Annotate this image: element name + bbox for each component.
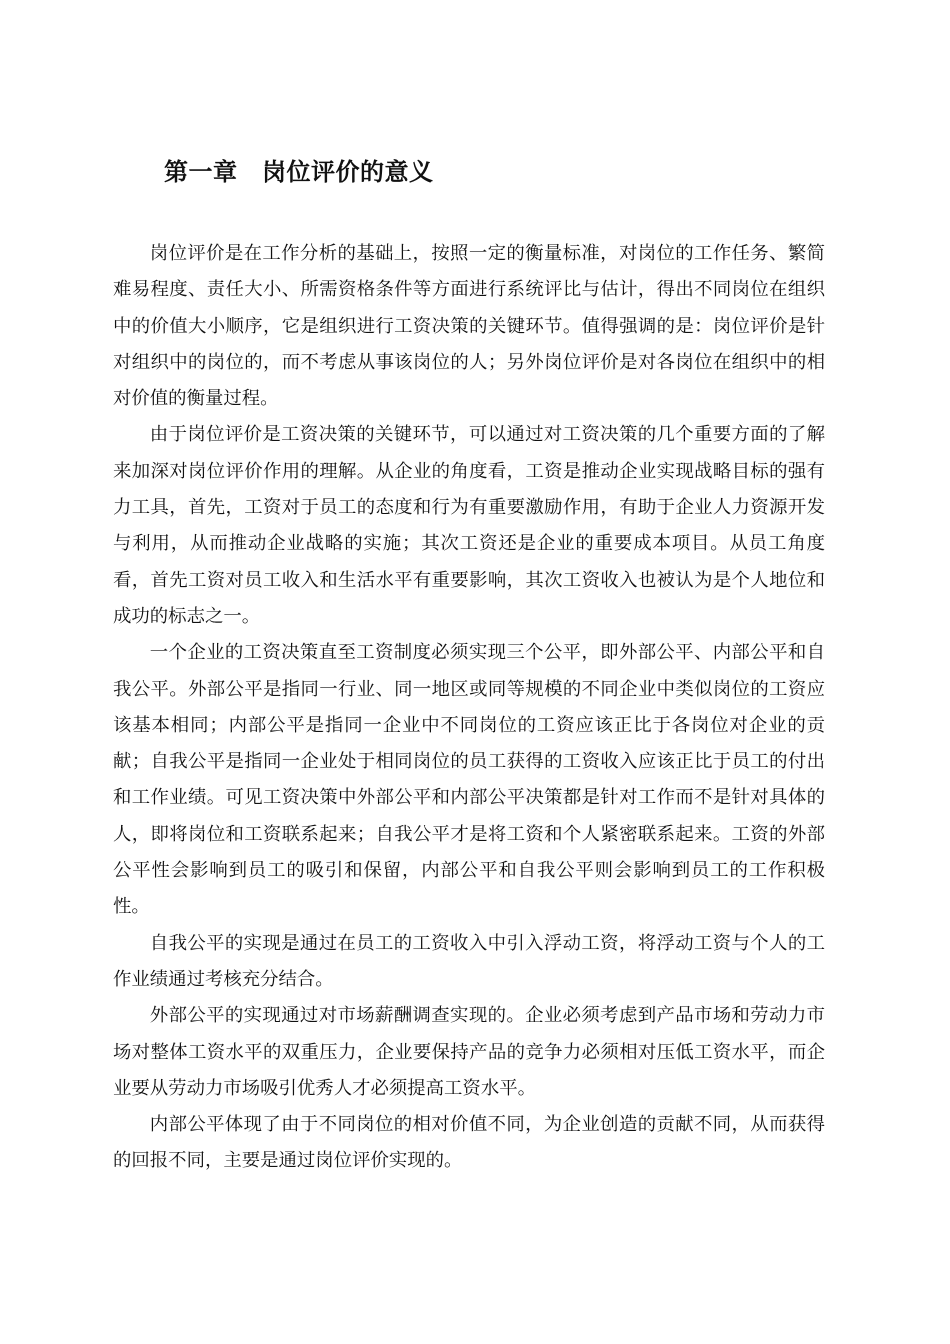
paragraph-internal-fairness: 内部公平体现了由于不同岗位的相对价值不同，为企业创造的贡献不同，从而获得的回报不同，主要是通过岗位评价实现的。 (113, 1114, 825, 1172)
paragraph-self-fairness: 自我公平的实现是通过在员工的工资收入中引入浮动工资，将浮动工资与个人的工作业绩通过考核充分结合。 (113, 932, 825, 990)
paragraph-three-fairness: 一个企业的工资决策直至工资制度必须实现三个公平，即外部公平、内部公平和自我公平。外部公平是指同一行业、同一地区或同等规模的不同企业中类似岗位的工资应该基本相同；内部公平是指同一企业中不同岗位的工资应该正比于各岗位对企业的贡献；自我公平是指同一企业处于相同岗位的员工获得的工资收入应该正比于员工的付出和工作业绩。可见工资决策中外部公平和内部公平决策都是针对工作而不是针对具体的人，即将岗位和工资联系起来；自我公平才是将工资和个人紧密联系起来。工资的外部公平性会影响到员工的吸引和保留，内部公平和自我公平则会影响到员工的工作积极性。 (113, 642, 825, 918)
body-text (113, 236, 825, 1180)
paragraph-external-fairness: 外部公平的实现通过对市场薪酬调查实现的。企业必须考虑到产品市场和劳动力市场对整体工资水平的双重压力，企业要保持产品的竞争力必须相对压低工资水平，而企业要从劳动力市场吸引优秀人才必须提高工资水平。 (113, 1005, 825, 1099)
paragraph-wage-decision-role: 由于岗位评价是工资决策的关键环节，可以通过对工资决策的几个重要方面的了解来加深对岗位评价作用的理解。从企业的角度看，工资是推动企业实现战略目标的强有力工具，首先，工资对于员工的态度和行为有重要激励作用，有助于企业人力资源开发与利用，从而推动企业战略的实施；其次工资还是企业的重要成本项目。从员工角度看，首先工资对员工收入和生活水平有重要影响，其次工资收入也被认为是个人地位和成功的标志之一。 (113, 424, 825, 627)
paragraph-job-evaluation-definition: 岗位评价是在工作分析的基础上，按照一定的衡量标准，对岗位的工作任务、繁简难易程度、责任大小、所需资格条件等方面进行系统评比与估计，得出不同岗位在组织中的价值大小顺序，它是组织进行工资决策的关键环节。值得强调的是：岗位评价是针对组织中的岗位的，而不考虑从事该岗位的人；另外岗位评价是对各岗位在组织中的相对价值的衡量过程。 (113, 243, 825, 410)
chapter-title: 第一章 岗位评价的意义 (164, 158, 434, 186)
